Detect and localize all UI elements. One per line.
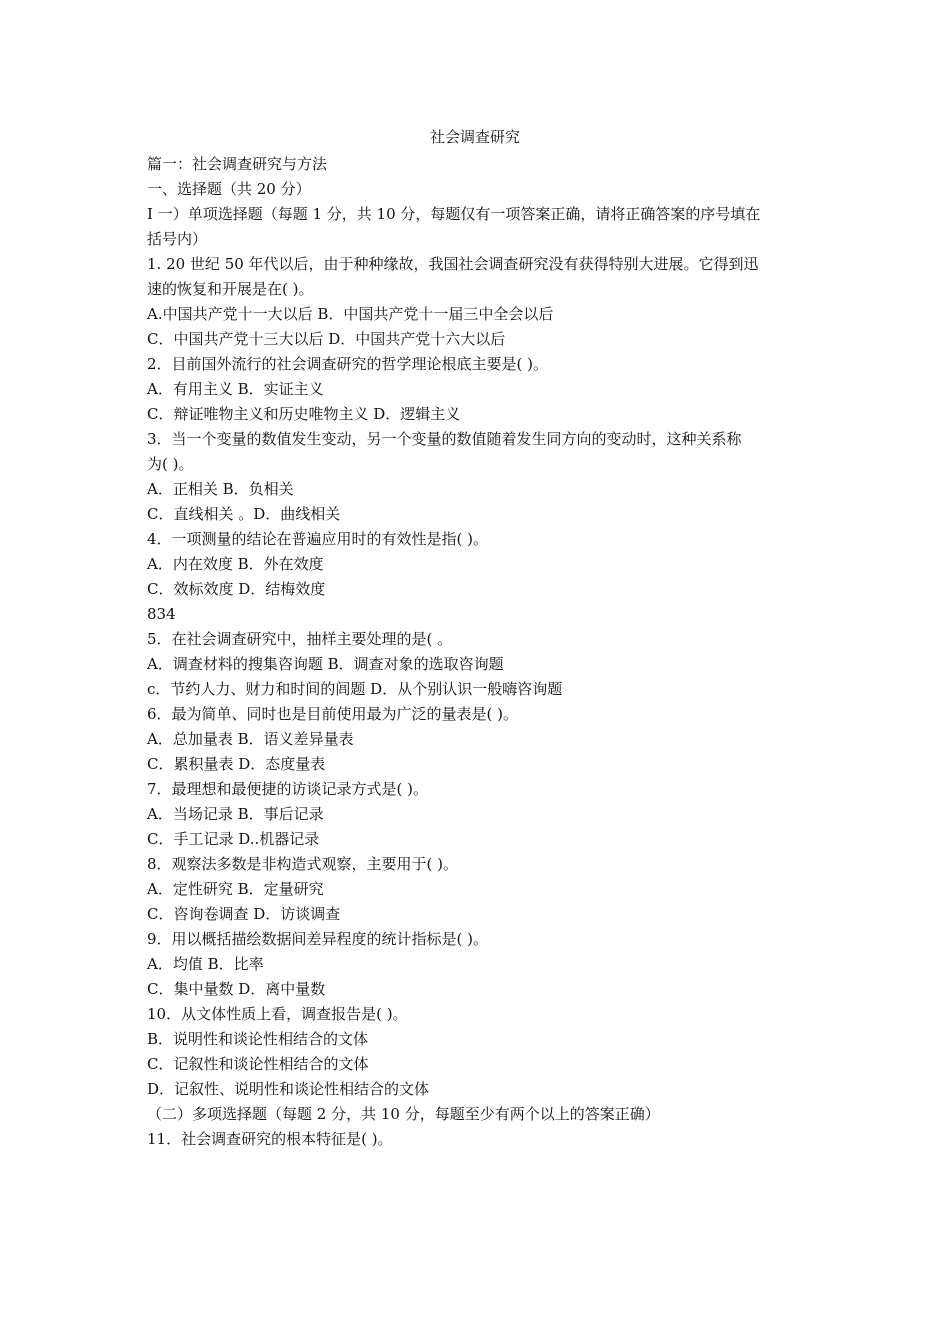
option-line: B．说明性和谈论性相结合的文体 bbox=[147, 1030, 369, 1048]
option-line: A．均值 B．比率 bbox=[147, 955, 264, 973]
option-line: A．总加量表 B．语义差异量表 bbox=[147, 730, 354, 748]
option-line: A．定性研究 B．定量研究 bbox=[147, 880, 324, 898]
option-line: C．辩证唯物主义和历史唯物主义 D．逻辑主义 bbox=[147, 405, 461, 423]
question-line: 7．最理想和最便捷的访谈记录方式是( )。 bbox=[147, 780, 429, 798]
question-line: 6．最为简单、同时也是目前使用最为广泛的量表是( )。 bbox=[147, 705, 519, 723]
option-line: A．正相关 B．负相关 bbox=[147, 480, 294, 498]
option-line: C．中国共产党十三大以后 D．中国共产党十六大以后 bbox=[147, 330, 506, 348]
option-line: C．咨询卷调查 D．访谈调查 bbox=[147, 905, 341, 923]
option-line: C．集中量数 D．离中量数 bbox=[147, 980, 326, 998]
question-line: 3．当一个变量的数值发生变动，另一个变量的数值随着发生同方向的变动时，这种关系称 bbox=[147, 430, 742, 448]
question-line: 1. 20 世纪 50 年代以后，由于种种缘故，我国社会调查研究没有获得特别大进展。它得到迅 bbox=[147, 255, 759, 273]
part-heading: 一、选择题（共 20 分） bbox=[147, 180, 311, 198]
question-line: 为( )。 bbox=[147, 455, 194, 473]
option-line: C．累积量表 D．态度量表 bbox=[147, 755, 326, 773]
part-heading: （二）多项选择题（每题 2 分，共 10 分，每题至少有两个以上的答案正确） bbox=[147, 1105, 660, 1123]
question-line: 8．观察法多数是非构造式观察，主要用于( )。 bbox=[147, 855, 459, 873]
option-line: A．有用主义 B．实证主义 bbox=[147, 380, 324, 398]
option-line: c．节约人力、财力和时间的闾题 D．从个别认识一般嗨咨询题 bbox=[147, 680, 563, 698]
option-line: C．直线相关 。D．曲线相关 bbox=[147, 505, 341, 523]
document-body bbox=[147, 152, 812, 1152]
question-line: 4．一项测量的结论在普遍应用时的有效性是指( )。 bbox=[147, 530, 489, 548]
question-line: 11．社会调查研究的根本特征是( )。 bbox=[147, 1130, 393, 1148]
option-line: A．调查材料的搜集咨询题 B．调查对象的选取咨询题 bbox=[147, 655, 504, 673]
option-line: C．效标效度 D．结梅效度 bbox=[147, 580, 326, 598]
question-line: 速的恢复和开展是在( )。 bbox=[147, 280, 314, 298]
page-number: 834 bbox=[147, 605, 176, 623]
question-line: 2．目前国外流行的社会调查研究的哲学理论根底主要是( )。 bbox=[147, 355, 549, 373]
instruction-line: 括号内） bbox=[147, 230, 208, 248]
question-line: 9．用以概括描绘数据间差异程度的统计指标是( )。 bbox=[147, 930, 489, 948]
section-heading: 篇一：社会调查研究与方法 bbox=[147, 155, 328, 173]
option-line: D．记叙性、说明性和谈论性相结合的文体 bbox=[147, 1080, 430, 1098]
document-title: 社会调查研究 bbox=[429, 128, 520, 146]
option-line: A.中国共产党十一大以后 B．中国共产党十一届三中全会以后 bbox=[147, 305, 554, 323]
question-line: 5．在社会调查研究中，抽样主要处理的是( 。 bbox=[147, 630, 453, 648]
option-line: C．手工记录 D..机器记录 bbox=[147, 830, 320, 848]
instruction-line: I 一）单项选择题（每题 1 分，共 10 分，每题仅有一项答案正确，请将正确答案的序号填在 bbox=[147, 205, 761, 223]
question-line: 10．从文体性质上看，调查报告是( )。 bbox=[147, 1005, 408, 1023]
option-line: A．内在效度 B．外在效度 bbox=[147, 555, 324, 573]
option-line: C．记叙性和谈论性相结合的文体 bbox=[147, 1055, 369, 1073]
option-line: A．当场记录 B．事后记录 bbox=[147, 805, 324, 823]
